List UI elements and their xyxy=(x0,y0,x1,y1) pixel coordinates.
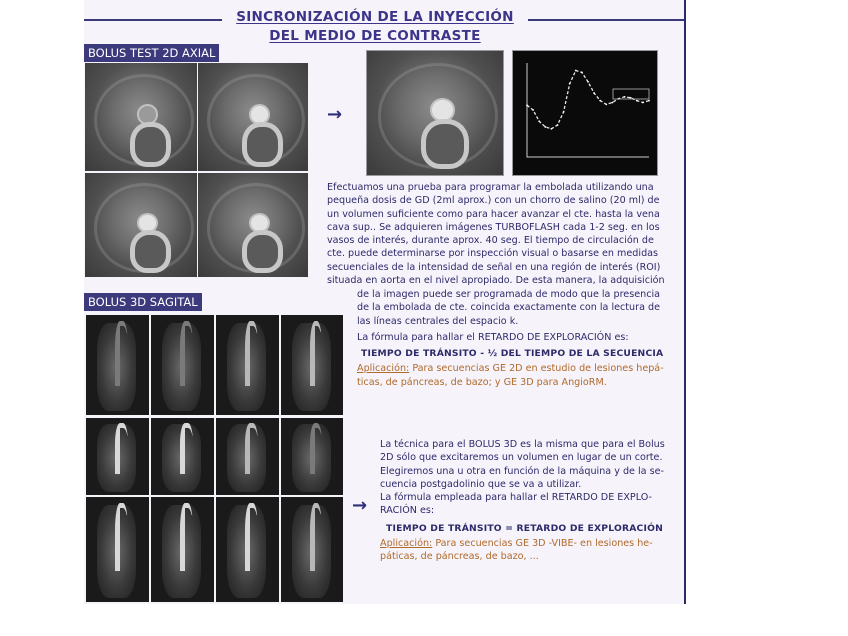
data-point xyxy=(526,104,528,106)
data-point xyxy=(563,111,565,113)
data-point xyxy=(624,96,626,98)
page-title xyxy=(200,8,550,46)
sagital-image xyxy=(281,497,343,602)
text-line: de la imagen puede ser programada de modo que la presencia xyxy=(357,289,661,300)
aplicacion-text: Para secuencias GE 2D en estudio de lesiones hepá- xyxy=(409,363,664,375)
text-line: La fórmula empleada para hallar el RETARDO DE EXPLO- xyxy=(380,492,653,504)
title-line-2: DEL MEDIO DE CONTRASTE xyxy=(269,28,481,44)
axial-image-4 xyxy=(198,173,308,277)
data-point xyxy=(587,81,589,83)
data-point xyxy=(538,120,540,122)
section-label-axial: BOLUS TEST 2D AXIAL xyxy=(84,44,219,62)
formula-2d: TIEMPO DE TRÁNSITO - ½ DEL TIEMPO DE LA SECUENCIA xyxy=(361,348,664,360)
paragraph-bolus-2d xyxy=(327,181,677,287)
axial-image-2 xyxy=(198,63,308,171)
data-point xyxy=(612,102,614,104)
data-point xyxy=(642,102,644,104)
text-line: Elegiremos una u otra en función de la máquina y de la se- xyxy=(380,465,664,477)
arrow-right-icon: → xyxy=(352,495,368,516)
text-line: secuenciales de la intensidad de señal en una región de interés (ROI) xyxy=(327,261,661,273)
sagital-image xyxy=(86,315,149,415)
axial-image-3 xyxy=(85,173,197,277)
sagital-image xyxy=(151,497,214,602)
formula-3d: TIEMPO DE TRÁNSITO = RETARDO DE EXPLORACIÓN xyxy=(386,522,663,534)
text-line: 2D sólo que excitaremos un volumen en lugar de un corte. xyxy=(380,452,663,464)
sagital-image xyxy=(86,497,149,602)
signal-intensity-graph xyxy=(512,50,658,176)
sagital-image xyxy=(151,418,214,495)
aplicacion-text: ticas, de páncreas, de bazo; y GE 3D para AngioRM. xyxy=(357,376,607,388)
section-label-sagital: BOLUS 3D SAGITAL xyxy=(84,293,202,311)
data-point xyxy=(532,109,534,111)
axial-large-image xyxy=(366,50,504,176)
text-line: un volumen suficiente como para hacer avanzar el cte. hasta la vena xyxy=(327,208,660,220)
text-line: La fórmula para hallar el RETARDO DE EXPLORACIÓN es: xyxy=(357,331,629,343)
title-rule-right xyxy=(528,19,684,21)
data-point xyxy=(551,128,553,130)
data-point xyxy=(557,124,559,126)
sagital-image xyxy=(216,497,279,602)
data-point xyxy=(599,100,601,102)
sagital-image xyxy=(216,418,279,495)
sagital-image xyxy=(216,315,279,415)
data-point xyxy=(593,92,595,94)
text-line: La técnica para el BOLUS 3D es la misma que para el Bolus xyxy=(380,439,665,450)
data-point xyxy=(648,100,650,102)
aplicacion-label: Aplicación: xyxy=(380,538,433,550)
signal-curve xyxy=(527,71,649,129)
data-point xyxy=(544,126,546,128)
axial-image-1 xyxy=(85,63,197,171)
text-line: cuencia postgadolinio que se va a utilizar. xyxy=(380,478,582,490)
sagital-image xyxy=(281,315,343,415)
text-line: vasos de interés, durante aprox. 40 seg. El tiempo de circulación de xyxy=(327,235,654,247)
data-point xyxy=(605,103,607,105)
aplicacion-text: Para secuencias GE 3D -VIBE- en lesiones he- xyxy=(432,538,653,550)
data-point xyxy=(575,70,577,72)
data-point xyxy=(569,83,571,85)
text-line: pequeña dosis de GD (2ml aprox.) con un chorro de salino (20 ml) de xyxy=(327,195,660,207)
data-point xyxy=(581,72,583,74)
right-border xyxy=(684,0,686,604)
sagital-image xyxy=(86,418,149,495)
text-line: cte. puede determinarse por inspección visual o basarse en medidas xyxy=(327,248,659,260)
aplicacion-label: Aplicación: xyxy=(357,363,410,375)
title-line-1: SINCRONIZACIÓN DE LA INYECCIÓN xyxy=(236,9,514,25)
text-line: cava sup.. Se adquieren imágenes TURBOFLASH cada 1-2 seg. en los xyxy=(327,221,660,233)
text-line: las líneas centrales del espacio k. xyxy=(357,315,519,327)
text-line: RACIÓN es: xyxy=(380,505,435,517)
data-point xyxy=(630,97,632,99)
text-line: de la embolada de cte. coincida exactamente con la lectura de xyxy=(357,302,660,314)
sagital-image xyxy=(281,418,343,495)
paragraph-bolus-3d xyxy=(380,438,680,564)
aplicacion-text: páticas, de páncreas, de bazo, ... xyxy=(380,551,539,563)
arrow-right-icon: → xyxy=(327,104,343,125)
data-point xyxy=(636,100,638,102)
text-line: Efectuamos una prueba para programar la embolada utilizando una xyxy=(327,182,654,193)
paragraph-bolus-2d-cont xyxy=(357,288,677,389)
graph-axes xyxy=(527,63,649,157)
sagital-image xyxy=(151,315,214,415)
text-line: situada en aorta en el nivel apropiado. De esta manera, la adquisición xyxy=(327,275,665,287)
